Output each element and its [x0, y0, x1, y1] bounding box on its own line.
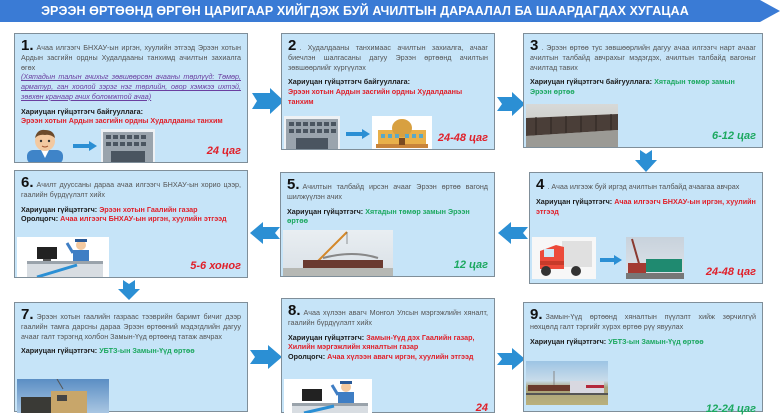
step-number: 4 — [536, 176, 545, 193]
responsible-value: Хятадын төмөр замын Эрээн өртөө — [287, 206, 470, 226]
step-number: 5. — [287, 176, 300, 193]
responsible-value: УБТЗ-ын Замын-Үүд өртөө — [99, 346, 195, 356]
step-6-box — [14, 170, 248, 278]
step-description: . Эрээн өртөө тус зөвшөөрлийн дагуу ачаа илгээгч нарт ачааг ачилтын талбайд авчрахыг мэдэгдэх, ачилтын талбайд вагоныг ачилтад тавих — [530, 43, 756, 72]
step-number: 9. — [530, 306, 543, 323]
step-duration: 6-12 цаг — [711, 130, 756, 143]
responsible-value: Эрээн хотын Ардын засгийн ордны Худалдааны танхим — [21, 116, 223, 126]
step-4-box — [529, 172, 763, 284]
step-note: (Хятадын талын ачихыг зөвшөөрсөн ачааны төрлүүд: Төмөр, арматур, ган хоолой зэрэг нэг төрлийн, овор хэмжээ ихтэй, зөвхөн кранаар ачих боломжтой ачаа) — [21, 72, 241, 101]
step-number: 1. — [21, 37, 34, 54]
responsible-label: Хариуцан гүйцэтгэгч байгууллага: — [530, 77, 653, 87]
step-description: Ачаа илгээгч БНХАУ-ын иргэн, хуулийн этгээд Эрээн хотын Ардын засгийн ордны Худалдааны танхимд ачилтын захиалга өгөх — [21, 43, 241, 72]
arrow-left-icon — [498, 222, 528, 244]
participant-value: Ачаа хүлээн авагч иргэн, хуулийн этгээд — [327, 352, 474, 362]
arrow-right-icon — [497, 348, 525, 370]
step-duration: 24-48 цаг — [437, 132, 488, 145]
arrow-right-icon — [73, 141, 97, 151]
arrow-down-icon — [635, 150, 657, 172]
step-number: 8. — [288, 302, 301, 319]
step-7-box — [14, 302, 248, 412]
locomotive-photo — [526, 361, 608, 405]
step-duration: 24 цаг — [206, 145, 241, 158]
responsible-label: Хариуцан гүйцэтгэгч: — [287, 206, 364, 216]
responsible-label: Хариуцан гүйцэтгэгч: — [21, 204, 98, 214]
person-icon — [23, 126, 67, 162]
arrow-down-icon — [118, 280, 140, 300]
step-1-box — [14, 33, 248, 163]
arrow-right-icon — [497, 92, 525, 116]
responsible-value: Эрээн хотын Ардын засгийн ордны Худалдааны танхим — [288, 87, 463, 106]
step-2-box — [281, 33, 495, 150]
step-description: Ачилтын талбайд ирсэн ачааг Эрээн өртөө вагонд шилжүүлэн ачих — [287, 182, 488, 201]
responsible-value: Эрээн хотын Гаалийн газар — [99, 204, 198, 214]
step-description: . Худалдааны танхимаас ачилтын захиалга, ачааг биечлэн шалгасаны дагуу Эрээн өртөөнд ачилтын зөвшөөрлийг хүргүүлэх — [288, 43, 488, 72]
participant-value: Ачаа илгээгч БНХАУ-ын иргэн, хуулийн этгээд — [60, 214, 227, 224]
responsible-label: Хариуцан гүйцэтгэгч: — [536, 197, 613, 206]
responsible-value: Ачаа илгээгч БНХАУ-ын иргэн, хуулийн этгээд — [536, 197, 756, 216]
step-description: Ачаа хүлээн авагч Монгол Улсын мэргэжлийн хяналт, гаалийн бүрдүүлэлт хийх — [288, 308, 488, 327]
step-description: Эрээн хотын гаалийн газраас тээврийн баримт бичиг дээр гаалийн тамга дарсны дараа Эрээн өртөөний мэдэгдлийн дагуу ачааг галт тэрэгнд холбон Замын-Үүд өртөөнд татаж авчрах — [21, 312, 241, 341]
arrow-right-icon — [346, 129, 370, 139]
truck-icon — [532, 237, 596, 279]
page-title: ЭРЭЭН ӨРТӨӨНД ӨРГӨН ЦАРИГААР ХИЙГДЭЖ БУЙ АЧИЛТЫН ДАРААЛАЛ БА ШААРДАГДАХ ХУГАЦАА — [41, 4, 689, 18]
step-description: Замын-Үүд өртөөнд хяналтын пүүлэлт хийж зөрчилгүй нөхцөлд галт тэргийг хүрэх өртөө рүү явуулах — [530, 312, 756, 331]
responsible-label: Хариуцан гүйцэтгэгч: — [21, 346, 98, 356]
step-number: 2 — [288, 37, 297, 54]
responsible-label: Хариуцан гүйцэтгэгч байгууллага: — [288, 77, 411, 87]
participant-label: Оролцогч: — [288, 352, 326, 362]
customs-officer-icon — [17, 237, 109, 277]
step-8-box — [281, 298, 495, 413]
responsible-label: Хариуцан гүйцэтгэгч: — [288, 332, 365, 342]
responsible-value: Замын-Үүд дэх Гаалийн газар, Хилийн мэргэжлийн хяналтын газар — [288, 332, 475, 352]
title-banner — [0, 0, 780, 22]
responsible-label: Хариуцан гүйцэтгэгч байгууллага: — [21, 106, 144, 116]
arrow-right-icon — [600, 255, 622, 265]
crane-loading-photo — [283, 230, 393, 276]
step-description: Ачилт дууссаны дараа ачаа илгээгч БНХАУ-ын хорио цээр, гаалийн бүрдүүлэлт хийх — [21, 180, 241, 199]
responsible-value: Хятадын төмөр замын Эрээн өртөө — [530, 77, 735, 97]
arrow-right-icon — [250, 345, 282, 369]
government-building-icon — [101, 129, 155, 162]
arrow-right-icon — [252, 88, 284, 114]
step-description: . Ачаа илгээж буй иргэд ачилтын талбайд ачаагаа авчрах — [547, 182, 740, 191]
loading-yard-photo — [626, 237, 684, 279]
step-duration: 5-6 хоног — [190, 260, 241, 273]
step-duration: 12-24 цаг — [705, 403, 756, 416]
step-number: 7. — [21, 306, 34, 323]
step-number: 3 — [530, 37, 539, 54]
customs-officer-icon — [284, 379, 372, 413]
step-duration: 24-48 цаг — [705, 266, 756, 279]
responsible-value: УБТЗ-ын Замын-Үүд өртөө — [608, 336, 704, 346]
step-9-box — [523, 302, 763, 416]
freight-wagons-photo — [526, 104, 618, 147]
arrow-left-icon — [250, 222, 280, 244]
participant-label: Оролцогч: — [21, 214, 59, 224]
responsible-label: Хариуцан гүйцэтгэгч: — [530, 336, 607, 346]
step-duration: 12 цаг — [453, 259, 488, 272]
train-photo — [17, 379, 109, 413]
step-number: 6. — [21, 174, 34, 191]
step-duration: 24 — [475, 402, 488, 415]
step-5-box — [280, 172, 495, 277]
step-3-box — [523, 33, 763, 148]
government-building-icon — [284, 116, 340, 149]
railway-station-icon — [372, 116, 432, 149]
